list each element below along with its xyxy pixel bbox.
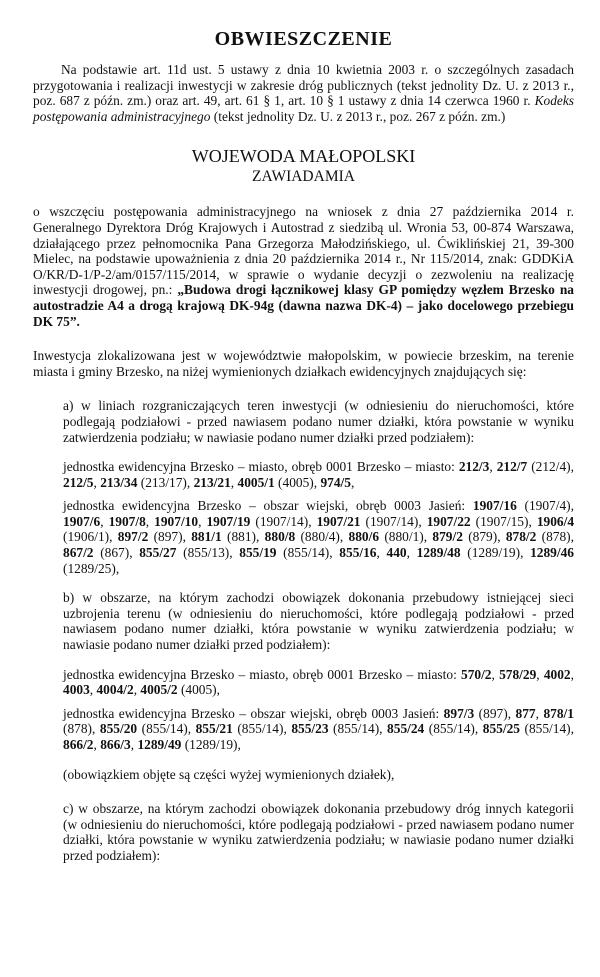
parcel-number: 866/3: [100, 737, 131, 752]
section-b-rural-parcels: [63, 706, 574, 753]
parcel-number: 855/23: [291, 721, 329, 737]
legal-basis-paragraph: [33, 62, 574, 124]
parcel-number: 855/21: [195, 721, 233, 737]
section-b: [33, 590, 574, 782]
parcel-previous-number: (1907/4): [516, 498, 571, 514]
parcel-previous-number: (1907/14): [360, 513, 419, 529]
parcel-number: 4005/2: [140, 682, 178, 698]
authority-heading: WOJEWODA MAŁOPOLSKI: [191, 146, 416, 167]
parcel-previous-number: (1289/25): [63, 560, 116, 576]
parcel-number: 1289/49: [137, 737, 182, 752]
parcel-previous-number: (1906/1): [63, 529, 110, 545]
parcel-number: 855/19: [239, 545, 277, 561]
parcel-previous-number: (212/4): [527, 459, 571, 475]
parcel-number: 213/34: [100, 474, 138, 490]
parcel-number: 578/29: [499, 666, 537, 682]
parcel-number: 1907/10: [154, 513, 199, 529]
location-paragraph: Inwestycja zlokalizowana jest w województwie małopolskim, w powiecie brzeskim, na terenie miasta i gminy Brzesko, na niżej wymienionych działkach ewidencyjnych znajdujących się:: [33, 348, 574, 379]
parcel-previous-number: (879): [462, 529, 498, 545]
parcel-number: 4002: [543, 666, 571, 682]
parcel-number: 1907/22: [426, 513, 471, 529]
parcel-number: 855/25: [482, 721, 520, 737]
parcel-number: 213/21: [193, 474, 231, 490]
document-title: OBWIESZCZENIE: [214, 28, 393, 50]
parcel-number: 855/27: [139, 545, 177, 561]
notice-text: o wszczęciu postępowania administracyjnego na wniosek z dnia 27 października 2014 r. Generalnego Dyrektora Dróg Krajowych i Autostrad z siedzibą ul. Wronia 53, 00-874 Warszawa, działającego przez pełnomocnika Pana Grzegorza Małodzińskiego, ul. Ćwiklińskiej 21, 39-300 Mielec, na podstawie upoważnienia z dnia 20 października 2014 r., Nr 115/2014, znak: GDDKiA O/KR/D-1/P-2/am/0157/115/2014, w sprawie o wydanie decyzji o zezwoleniu na realizację inwestycji drogowej, pn.:: [33, 204, 574, 298]
parcel-number: 855/24: [387, 721, 425, 737]
parcel-number: 4003: [63, 682, 90, 698]
parcel-list: 1907/16 (1907/4), 1907/6, 1907/8, 1907/10, 1907/19 (1907/14), 1907/21 (1907/14), 1907/22 (1907/15), 1906/4 (1906/1), 897/2 (897), 881/1 (881), 880/8 (880/4), 880/6 (880/1), 879/2 (879), 878/2 (878), 867/2 (867), 855/27 (855/13), 855/19 (855/14), 855/16, 440, 1289/48 (1289/19), 1289/46 (1289/25),: [63, 498, 575, 576]
parcel-list: 570/2, 578/29, 4002, 4003, 4004/2, 4005/2 (4005),: [63, 666, 574, 698]
parcel-number: 1907/16: [472, 498, 517, 514]
parcel-number: 1289/46: [530, 545, 574, 561]
parcel-previous-number: (855/14): [137, 721, 188, 737]
section-b-note: (obowiązkiem objęte są części wyżej wymienionych działek),: [63, 766, 395, 782]
parcel-number: 877: [515, 705, 536, 721]
announces-heading: ZAWIADAMIA: [252, 168, 355, 186]
parcel-number: 897/2: [117, 529, 149, 545]
parcel-number: 212/3: [458, 459, 490, 475]
section-a-town-prefix: jednostka ewidencyjna Brzesko – miasto, obręb 0001 Brzesko – miasto:: [63, 459, 459, 475]
parcel-number: 1907/19: [206, 513, 251, 529]
investment-name: „Budowa drogi łącznikowej klasy GP pomiędzy węzłem Brzesko na autostradzie A4 a drogą krajową DK-94g (dawna nazwa DK-4) – jako docelowego przebiegu DK 75”.: [33, 282, 574, 329]
parcel-number: 1907/21: [316, 513, 361, 529]
parcel-previous-number: (867): [93, 545, 130, 561]
section-b-town-prefix: jednostka ewidencyjna Brzesko – miasto, obręb 0001 Brzesko – miasto:: [63, 666, 461, 682]
parcel-previous-number: (1907/15): [470, 513, 529, 529]
parcel-number: 866/2: [63, 737, 94, 752]
section-a: [33, 398, 574, 576]
parcel-number: 1907/8: [108, 513, 146, 529]
parcel-number: 1906/4: [536, 513, 575, 529]
parcel-number: 880/6: [348, 529, 380, 545]
parcel-number: 4004/2: [96, 682, 134, 698]
parcel-previous-number: (213/17): [137, 474, 187, 490]
section-b-town-parcels: [63, 667, 574, 698]
parcel-previous-number: (897): [148, 529, 183, 545]
parcel-previous-number: (855/14): [519, 721, 571, 737]
parcel-previous-number: (1289/19): [181, 737, 238, 752]
legal-basis-text-2: (tekst jednolity Dz. U. z 2013 r., poz. 267 z późn. zm.): [210, 108, 506, 124]
parcel-number: 570/2: [461, 666, 492, 682]
parcel-number: 867/2: [63, 545, 94, 561]
parcel-previous-number: (855/14): [328, 721, 380, 737]
section-b-rural-prefix: jednostka ewidencyjna Brzesko – obszar wiejski, obręb 0003 Jasień:: [63, 705, 444, 721]
parcel-number: 974/5: [320, 474, 351, 490]
parcel-number: 4005/1: [237, 474, 275, 490]
parcel-number: 881/1: [191, 529, 222, 545]
parcel-number: 212/5: [63, 474, 94, 490]
section-b-intro: b) w obszarze, na którym zachodzi obowiązek dokonania przebudowy istniejącej sieci uzbrojenia terenu (w odniesieniu do nieruchomości, które podlegają podziałowi - przed nawiasem podano numer działki, która powstanie w wyniku zatwierdzenia podziału; w nawiasie podano numer działki przed podziałem):: [63, 590, 574, 653]
parcel-list: 212/3, 212/7 (212/4), 212/5, 213/34 (213/17), 213/21, 4005/1 (4005), 974/5,: [63, 459, 574, 490]
legal-basis-code-title: Kodeks postępowania administracyjnego: [33, 93, 574, 124]
parcel-previous-number: (897): [474, 705, 508, 721]
section-a-town-parcels: [63, 459, 574, 490]
parcel-previous-number: (1289/19): [460, 545, 521, 561]
parcel-previous-number: (878): [536, 529, 571, 545]
parcel-previous-number: (855/13): [176, 545, 230, 561]
section-a-intro: a) w liniach rozgraniczających teren inwestycji (w odniesieniu do nieruchomości, które podlegają podziałowi - przed nawiasem podano numer działki, która powstanie w wyniku zatwierdzenia podziału; w nawiasie podano numer działki przed podziałem):: [63, 398, 574, 445]
parcel-number: 212/7: [496, 459, 528, 475]
parcel-list: 897/3 (897), 877, 878/1 (878), 855/20 (855/14), 855/21 (855/14), 855/23 (855/14), 855/24 (855/14), 855/25 (855/14), 866/2, 866/3, 1289/49 (1289/19),: [63, 705, 574, 752]
parcel-number: 880/8: [264, 529, 296, 545]
parcel-number: 855/20: [99, 721, 138, 737]
parcel-number: 878/1: [543, 705, 574, 721]
notice-paragraph: [33, 204, 574, 329]
parcel-number: 440: [386, 545, 407, 561]
parcel-previous-number: (880/1): [379, 529, 424, 545]
parcel-previous-number: (4005): [177, 682, 217, 698]
parcel-previous-number: (4005): [274, 474, 314, 490]
parcel-number: 855/16: [339, 545, 377, 561]
parcel-previous-number: (855/14): [424, 721, 475, 737]
parcel-number: 878/2: [505, 529, 537, 545]
parcel-number: 897/3: [443, 705, 475, 721]
parcel-previous-number: (855/14): [232, 721, 284, 737]
section-a-rural-parcels: [63, 498, 574, 576]
parcel-number: 1289/48: [416, 545, 461, 561]
section-c-intro: c) w obszarze, na którym zachodzi obowiązek dokonania przebudowy dróg innych kategorii (w odniesieniu do nieruchomości, które podlegają podziałowi - przed nawiasem podano numer działki, która powstanie w wyniku zatwierdzenia podziału; w nawiasie podano numer działki przed podziałem):: [63, 801, 574, 863]
parcel-previous-number: (880/4): [295, 529, 340, 545]
parcel-previous-number: (1907/14): [250, 513, 309, 529]
section-a-rural-prefix: jednostka ewidencyjna Brzesko – obszar wiejski, obręb 0003 Jasień:: [63, 498, 473, 514]
parcel-previous-number: (878): [63, 721, 93, 737]
parcel-number: 1907/6: [63, 513, 101, 529]
section-c: [33, 801, 574, 863]
parcel-previous-number: (881): [221, 529, 257, 545]
parcel-previous-number: (855/14): [276, 545, 330, 561]
parcel-number: 879/2: [432, 529, 463, 545]
legal-basis-text-1: Na podstawie art. 11d ust. 5 ustawy z dnia 10 kwietnia 2003 r. o szczególnych zasadach przygotowania i realizacji inwestycji w zakresie dróg publicznych (tekst jednolity Dz. U. z 2013 r., poz. 687 z późn. zm.) oraz art. 49, art. 61 § 1, art. 10 § 1 ustawy z dnia 14 czerwca 1960 r.: [33, 62, 574, 109]
